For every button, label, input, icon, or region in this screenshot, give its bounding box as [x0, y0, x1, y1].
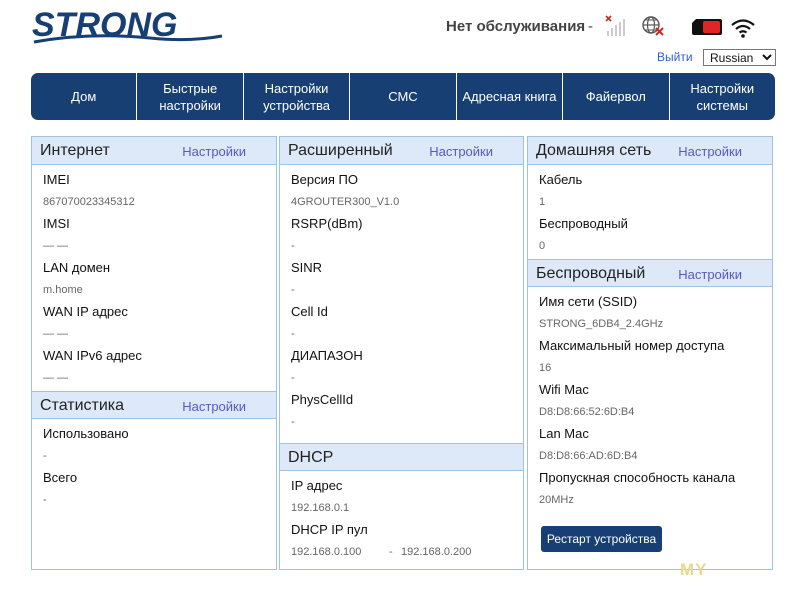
- dhcp-ip-label: IP адрес: [291, 478, 343, 493]
- dhcp-panel: [280, 471, 523, 563]
- lan-domain-label: LAN домен: [43, 260, 111, 275]
- wifi-icon: [730, 17, 756, 39]
- internet-header: [32, 137, 276, 165]
- internet-settings-link[interactable]: Настройки: [182, 144, 246, 159]
- logout-link[interactable]: Выйти: [657, 50, 693, 64]
- sim-card-icon: [690, 17, 724, 37]
- wireless-panel: [528, 287, 772, 511]
- sinr-value: -: [291, 284, 295, 296]
- home-network-title: Домашняя сеть: [536, 142, 652, 159]
- imsi-label: IMSI: [43, 216, 70, 231]
- statistics-header: [32, 391, 276, 419]
- wireless-settings-link[interactable]: Настройки: [678, 267, 742, 282]
- bandwidth-value: 20MHz: [539, 494, 574, 506]
- ssid-label: Имя сети (SSID): [539, 294, 638, 309]
- dhcp-pool-end: 192.168.0.200: [401, 546, 472, 558]
- sinr-label: SINR: [291, 260, 323, 275]
- ssid-value: STRONG_6DB4_2.4GHz: [539, 318, 664, 330]
- signal-no-service-icon: [604, 15, 628, 37]
- dhcp-pool-label: DHCP IP пул: [291, 522, 368, 537]
- wifi-mac-value: D8:D8:66:52:6D:B4: [539, 406, 635, 418]
- bandwidth-label: Пропускная способность канала: [539, 470, 736, 485]
- dhcp-header: [280, 443, 523, 471]
- max-access-value: 16: [539, 362, 552, 374]
- column-middle: [279, 136, 524, 570]
- dhcp-pool-separator: -: [389, 546, 393, 558]
- rsrp-value: -: [291, 240, 295, 252]
- wan-ipv6-value: — —: [43, 372, 69, 384]
- imei-value: 867070023345312: [43, 196, 135, 208]
- nav-item-system-settings[interactable]: Настройки системы: [690, 80, 755, 113]
- nav-item-firewall[interactable]: Файервол: [563, 73, 669, 120]
- used-label: Использовано: [43, 426, 129, 441]
- home-network-panel: [528, 165, 772, 259]
- status-dash: -: [588, 18, 593, 35]
- strong-logo: [30, 6, 226, 50]
- imsi-value: — —: [43, 240, 69, 252]
- advanced-header: [280, 137, 523, 165]
- wan-ip-value: — —: [43, 328, 69, 340]
- total-label: Всего: [43, 470, 78, 485]
- internet-panel: [32, 165, 276, 391]
- total-value: -: [43, 494, 47, 506]
- lan-domain-value: m.home: [43, 284, 83, 296]
- statistics-panel: [32, 419, 276, 511]
- wan-ipv6-label: WAN IPv6 адрес: [43, 348, 142, 363]
- language-select[interactable]: [703, 49, 776, 66]
- cell-id-label: Cell Id: [291, 304, 328, 319]
- network-status: Нет обслуживания: [446, 18, 586, 35]
- firmware-value: 4GROUTER300_V1.0: [291, 196, 400, 208]
- lan-mac-label: Lan Mac: [539, 426, 589, 441]
- cable-value: 1: [539, 196, 546, 208]
- internet-title: Интернет: [40, 142, 110, 159]
- max-access-label: Максимальный номер доступа: [539, 338, 725, 353]
- used-value: -: [43, 450, 47, 462]
- column-left: [31, 136, 277, 570]
- advanced-title: Расширенный: [288, 142, 393, 159]
- imei-label: IMEI: [43, 172, 70, 187]
- phys-cell-id-value: -: [291, 416, 295, 428]
- nav-item-home[interactable]: Дом: [31, 73, 137, 120]
- nav-item-quick-settings[interactable]: Быстрые настройки: [137, 73, 243, 120]
- band-label: ДИАПАЗОН: [291, 348, 363, 363]
- phys-cell-id-label: PhysCellId: [291, 392, 354, 407]
- lan-mac-value: D8:D8:66:AD:6D:B4: [539, 450, 638, 462]
- statistics-title: Статистика: [40, 397, 125, 414]
- column-right: [527, 136, 773, 570]
- dhcp-pool-range: [291, 541, 523, 563]
- globe-disconnected-icon: [640, 14, 666, 38]
- nav-item-address-book[interactable]: Адресная книга: [457, 73, 563, 120]
- restart-device-button[interactable]: Рестарт устройства: [541, 526, 662, 552]
- wireless-header: [528, 259, 772, 287]
- statistics-settings-link[interactable]: Настройки: [182, 399, 246, 414]
- cable-label: Кабель: [539, 172, 583, 187]
- wireless-count-value: 0: [539, 240, 546, 252]
- wireless-title: Беспроводный: [536, 265, 646, 282]
- rsrp-label: RSRP(dBm): [291, 216, 363, 231]
- advanced-panel: [280, 165, 523, 443]
- nav-item-sms[interactable]: СМС: [350, 73, 456, 120]
- nav-item-device-settings[interactable]: Настройки устройства: [244, 73, 350, 120]
- main-nav: [31, 73, 775, 120]
- band-value: -: [291, 372, 295, 384]
- logo-text: STRONG: [32, 6, 178, 44]
- watermark: MY: [680, 560, 708, 579]
- firmware-label: Версия ПО: [291, 172, 358, 187]
- home-network-settings-link[interactable]: Настройки: [678, 144, 742, 159]
- wireless-count-label: Беспроводный: [539, 216, 628, 231]
- home-network-header: [528, 137, 772, 165]
- advanced-settings-link[interactable]: Настройки: [429, 144, 493, 159]
- wan-ip-label: WAN IP адрес: [43, 304, 128, 319]
- dhcp-pool-start: 192.168.0.100: [291, 546, 362, 558]
- dhcp-ip-value: 192.168.0.1: [291, 502, 350, 514]
- wifi-mac-label: Wifi Mac: [539, 382, 589, 397]
- cell-id-value: -: [291, 328, 295, 340]
- dhcp-title: DHCP: [288, 449, 334, 466]
